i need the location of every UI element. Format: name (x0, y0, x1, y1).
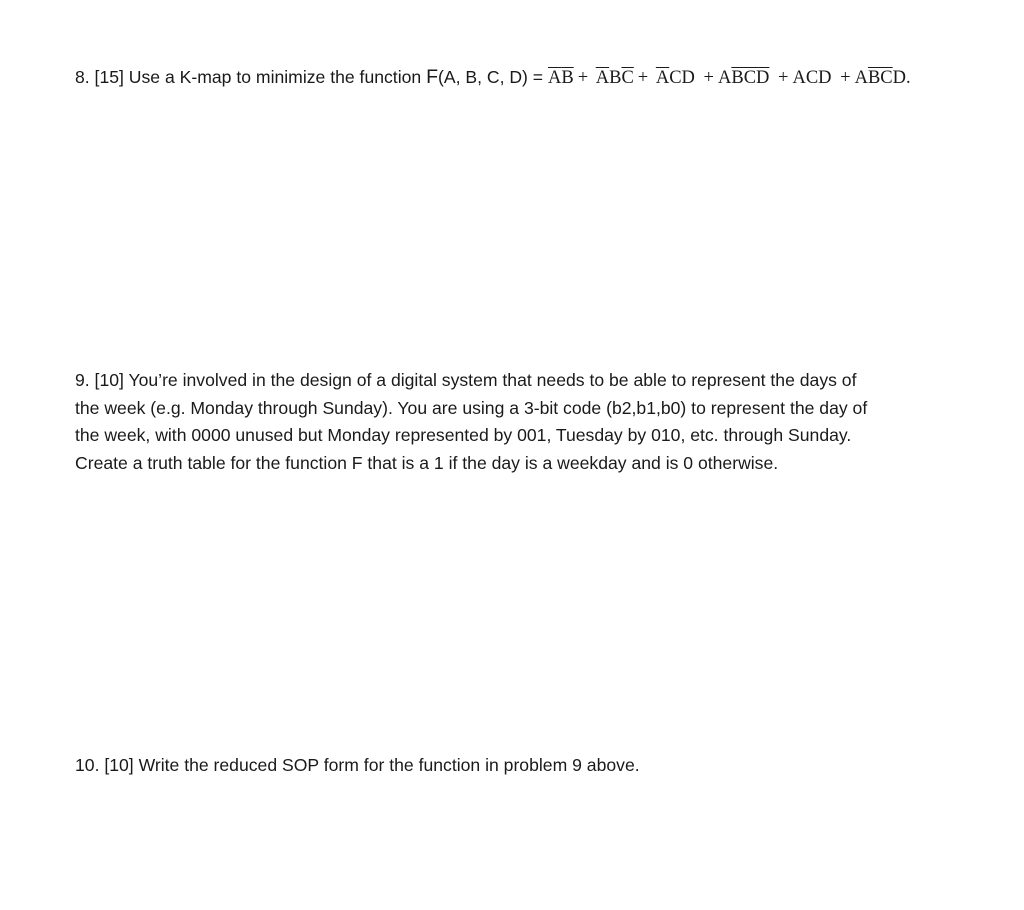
boolean-expression (548, 68, 911, 88)
question-9-line: 9. [10] You’re involved in the design of a digital system that needs to be able to represent the days of (75, 370, 857, 390)
function-args: (A, B, C, D) = (437, 67, 548, 87)
question-9-line: the week (e.g. Monday through Sunday). You are using a 3-bit code (b2,b1,b0) to represent the day of (75, 397, 868, 418)
plus-operator: + (778, 68, 789, 88)
expression-end: . (906, 68, 911, 88)
question-10-text: 10. [10] Write the reduced SOP form for the function in problem 9 above. (75, 755, 640, 775)
question-8-intro: 8. [15] Use a K-map to minimize the function (75, 67, 427, 87)
question-9 (75, 367, 955, 477)
question-8 (75, 64, 955, 93)
term-2: $\overline{A}B\overline{C}$ (595, 68, 634, 88)
term-5: ACD (792, 68, 832, 88)
question-9-line: Create a truth table for the function F that is a 1 if the day is a weekday and is 0 otherwise. (75, 452, 779, 473)
plus-operator: + (637, 68, 649, 88)
question-9-line: the week, with 0000 unused but Monday represented by 001, Tuesday by 010, etc. through Sunday. (75, 425, 852, 445)
term-3: $\overline{A}CD$ (655, 68, 695, 88)
plus-operator: + (703, 68, 714, 88)
term-6: $A\overline{BC}D$ (854, 68, 907, 88)
plus-operator: + (840, 68, 851, 88)
plus-operator: + (577, 68, 589, 88)
term-4: $A\overline{BCD}$ (717, 68, 770, 88)
question-10 (75, 752, 955, 780)
term-1: $\overline{A}\overline{B}$ (547, 68, 574, 88)
function-name: F (426, 66, 438, 88)
